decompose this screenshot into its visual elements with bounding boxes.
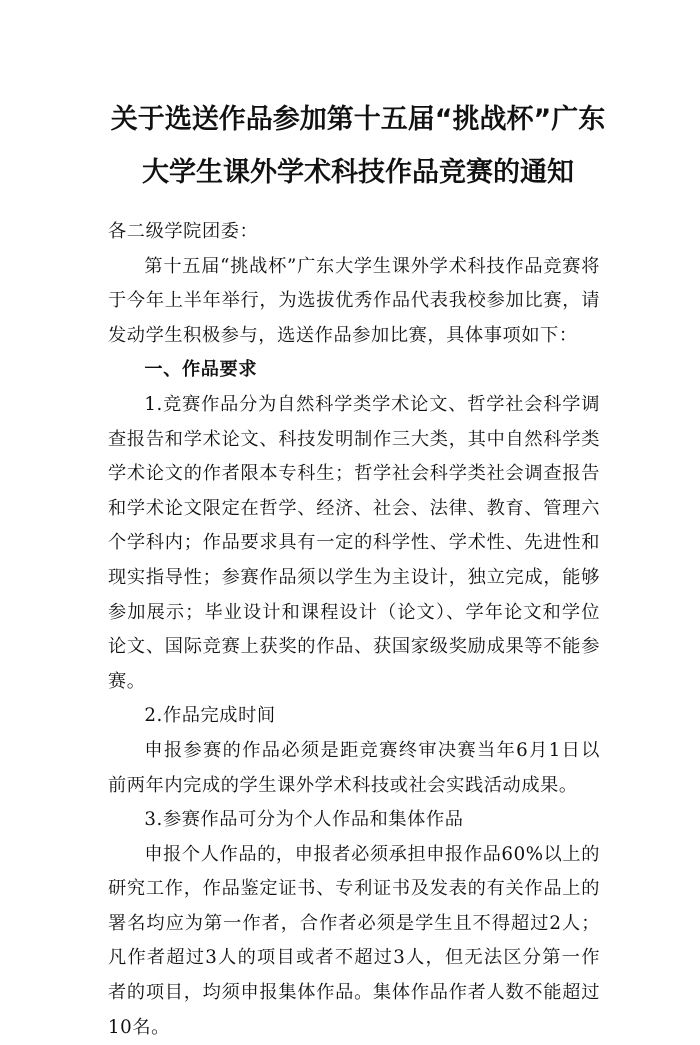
salutation: 各二级学院团委： bbox=[108, 221, 259, 242]
requirement-item-3-body: 申报个人作品的，申报者必须承担申报作品60%以上的研究工作，作品鉴定证书、专利证书及发表的有关作品上的署名均应为第一作者，合作者必须是学生且不得超过2人；凡作者超过3人的项目或者不超过3人，但无法区分第一作者的项目，均须申报集体作品。集体作品作者人数不能超过10名。 bbox=[108, 843, 600, 1038]
section-heading-requirements: 一、作品要求 bbox=[144, 359, 258, 381]
requirement-item-3-title: 3.参赛作品可分为个人作品和集体作品 bbox=[144, 809, 464, 831]
title-line-1: 关于选送作品参加第十五届“挑战杯”广东 bbox=[110, 104, 606, 135]
document-title bbox=[96, 93, 620, 199]
requirement-item-1: 1.竞赛作品分为自然科学类学术论文、哲学社会科学调查报告和学术论文、科技发明制作三大类，其中自然科学类学术论文的作者限本专科生；哲学社会科学类社会调查报告和学术论文限定在哲学、经济、社会、法律、教育、管理六个学科内；作品要求具有一定的科学性、学术性、先进性和现实指导性；参赛作品须以学生为主设计，独立完成，能够参加展示；毕业设计和课程设计（论文）、学年论文和学位论文、国际竞赛上获奖的作品、获国家级奖励成果等不能参赛。 bbox=[108, 393, 600, 692]
document-body bbox=[108, 215, 600, 1045]
requirement-item-2-body: 申报参赛的作品必须是距竞赛终审决赛当年6月1日以前两年内完成的学生课外学术科技或社会实践活动成果。 bbox=[108, 739, 600, 796]
title-line-2: 大学生课外学术科技作品竞赛的通知 bbox=[142, 157, 574, 188]
intro-paragraph: 第十五届“挑战杯”广东大学生课外学术科技作品竞赛将于今年上半年举行，为选拔优秀作品代表我校参加比赛，请发动学生积极参与，选送作品参加比赛，具体事项如下： bbox=[108, 255, 600, 346]
requirement-item-2-title: 2.作品完成时间 bbox=[144, 705, 276, 727]
